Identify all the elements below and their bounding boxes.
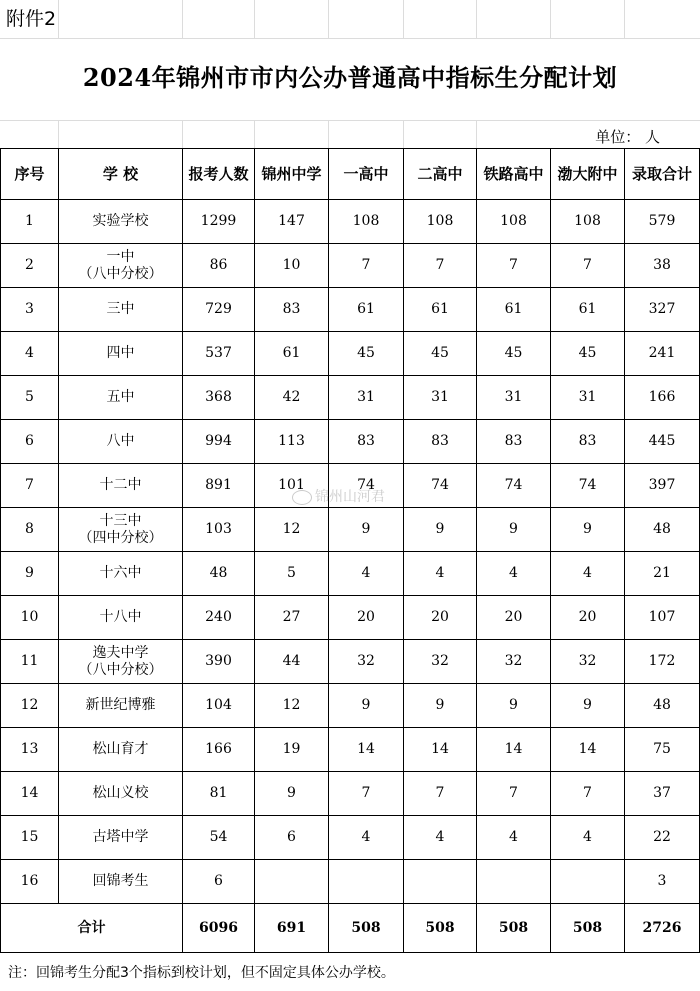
school-name-main: 松山义校	[92, 785, 149, 801]
watermark-text: 锦州山河君	[315, 489, 385, 505]
table-body	[1, 200, 700, 904]
yi-cell: 7	[329, 772, 404, 816]
school-name	[59, 640, 183, 684]
table-row	[1, 420, 700, 464]
boda-cell: 20	[551, 596, 625, 640]
totals-er: 508	[404, 904, 477, 953]
table-row	[1, 376, 700, 420]
totals-applicants: 6096	[183, 904, 255, 953]
yi-cell: 9	[329, 684, 404, 728]
applicants-cell: 891	[183, 464, 255, 508]
school-name-main: 十三中	[99, 512, 142, 529]
table-row	[1, 200, 700, 244]
er-cell: 9	[404, 508, 477, 552]
boda-cell	[551, 860, 625, 904]
school-name-main: 实验学校	[92, 213, 149, 229]
tielu-cell: 61	[477, 288, 551, 332]
jinzhou-cell: 5	[255, 552, 329, 596]
yi-cell: 7	[329, 244, 404, 288]
school-name-main: 十六中	[99, 565, 142, 581]
page-title: 2024年锦州市市内公办普通高中指标生分配计划	[82, 63, 618, 92]
applicants-cell: 368	[183, 376, 255, 420]
total-cell: 397	[625, 464, 700, 508]
tielu-cell: 9	[477, 684, 551, 728]
tielu-cell: 4	[477, 552, 551, 596]
column-header: 二高中	[404, 149, 477, 200]
yi-cell: 4	[329, 816, 404, 860]
boda-cell: 74	[551, 464, 625, 508]
tielu-cell: 83	[477, 420, 551, 464]
school-name-sub: （八中分校）	[78, 661, 163, 678]
yi-cell: 108	[329, 200, 404, 244]
er-cell: 20	[404, 596, 477, 640]
tielu-cell: 108	[477, 200, 551, 244]
watermark	[292, 486, 385, 506]
total-cell: 38	[625, 244, 700, 288]
yi-cell: 83	[329, 420, 404, 464]
table-row	[1, 860, 700, 904]
er-cell: 31	[404, 376, 477, 420]
school-name-main: 四中	[106, 345, 135, 361]
school-name	[59, 288, 183, 332]
table-row	[1, 816, 700, 860]
row-number: 3	[1, 288, 59, 332]
totals-label: 合计	[1, 904, 183, 953]
school-name-main: 五中	[106, 389, 135, 405]
weibo-icon	[292, 490, 312, 505]
yi-cell: 14	[329, 728, 404, 772]
boda-cell: 9	[551, 508, 625, 552]
er-cell: 45	[404, 332, 477, 376]
school-name-main: 松山育才	[92, 741, 149, 757]
row-number: 15	[1, 816, 59, 860]
er-cell: 14	[404, 728, 477, 772]
school-name	[59, 860, 183, 904]
tielu-cell: 9	[477, 508, 551, 552]
jinzhou-cell: 12	[255, 684, 329, 728]
row-number: 9	[1, 552, 59, 596]
applicants-cell: 994	[183, 420, 255, 464]
jinzhou-cell: 44	[255, 640, 329, 684]
school-name-main: 古塔中学	[92, 829, 149, 845]
jinzhou-cell: 42	[255, 376, 329, 420]
allocation-table	[0, 148, 700, 953]
school-name	[59, 684, 183, 728]
total-cell: 37	[625, 772, 700, 816]
school-name	[59, 200, 183, 244]
applicants-cell: 1299	[183, 200, 255, 244]
boda-cell: 4	[551, 816, 625, 860]
column-header: 一高中	[329, 149, 404, 200]
yi-cell: 74	[329, 464, 404, 508]
table-header-row	[1, 149, 700, 200]
column-header: 渤大附中	[551, 149, 625, 200]
applicants-cell: 729	[183, 288, 255, 332]
applicants-cell: 390	[183, 640, 255, 684]
school-name-main: 新世纪博雅	[85, 697, 156, 713]
er-cell: 9	[404, 684, 477, 728]
unit-label: 单位： 人	[595, 128, 660, 146]
column-header: 铁路高中	[477, 149, 551, 200]
table-row	[1, 772, 700, 816]
school-name	[59, 728, 183, 772]
totals-tielu: 508	[477, 904, 551, 953]
totals-total: 2726	[625, 904, 700, 953]
footnote: 注：回锦考生分配3个指标到校计划，但不固定具体公办学校。	[8, 965, 395, 981]
school-name-sub: （八中分校）	[78, 265, 163, 282]
table-row	[1, 640, 700, 684]
jinzhou-cell: 9	[255, 772, 329, 816]
applicants-cell: 86	[183, 244, 255, 288]
table-row	[1, 596, 700, 640]
total-cell: 48	[625, 508, 700, 552]
school-name-main: 十八中	[99, 609, 142, 625]
total-cell: 445	[625, 420, 700, 464]
row-number: 8	[1, 508, 59, 552]
column-header: 学 校	[59, 149, 183, 200]
yi-cell: 4	[329, 552, 404, 596]
school-name-main: 一中	[106, 248, 135, 265]
school-name	[59, 552, 183, 596]
row-number: 16	[1, 860, 59, 904]
table-row	[1, 244, 700, 288]
jinzhou-cell: 27	[255, 596, 329, 640]
er-cell: 32	[404, 640, 477, 684]
table-row	[1, 728, 700, 772]
er-cell: 108	[404, 200, 477, 244]
tielu-cell: 20	[477, 596, 551, 640]
school-name	[59, 244, 183, 288]
row-number: 10	[1, 596, 59, 640]
er-cell: 4	[404, 816, 477, 860]
yi-cell: 31	[329, 376, 404, 420]
boda-cell: 31	[551, 376, 625, 420]
row-number: 7	[1, 464, 59, 508]
column-header: 序号	[1, 149, 59, 200]
jinzhou-cell: 12	[255, 508, 329, 552]
boda-cell: 14	[551, 728, 625, 772]
yi-cell: 45	[329, 332, 404, 376]
total-cell: 327	[625, 288, 700, 332]
tielu-cell: 7	[477, 772, 551, 816]
school-name	[59, 508, 183, 552]
jinzhou-cell	[255, 860, 329, 904]
tielu-cell: 45	[477, 332, 551, 376]
table-row	[1, 508, 700, 552]
row-number: 13	[1, 728, 59, 772]
totals-yi: 508	[329, 904, 404, 953]
totals-row	[1, 904, 700, 953]
total-cell: 21	[625, 552, 700, 596]
yi-cell: 32	[329, 640, 404, 684]
boda-cell: 45	[551, 332, 625, 376]
yi-cell: 9	[329, 508, 404, 552]
applicants-cell: 104	[183, 684, 255, 728]
tielu-cell	[477, 860, 551, 904]
row-number: 5	[1, 376, 59, 420]
yi-cell: 61	[329, 288, 404, 332]
yi-cell	[329, 860, 404, 904]
school-name-main: 逸夫中学	[92, 644, 149, 661]
boda-cell: 108	[551, 200, 625, 244]
jinzhou-cell: 19	[255, 728, 329, 772]
school-name	[59, 596, 183, 640]
totals-jinzhou: 691	[255, 904, 329, 953]
boda-cell: 83	[551, 420, 625, 464]
er-cell	[404, 860, 477, 904]
applicants-cell: 537	[183, 332, 255, 376]
boda-cell: 61	[551, 288, 625, 332]
jinzhou-cell: 113	[255, 420, 329, 464]
tielu-cell: 31	[477, 376, 551, 420]
table-row	[1, 332, 700, 376]
school-name	[59, 420, 183, 464]
total-cell: 166	[625, 376, 700, 420]
school-name	[59, 332, 183, 376]
er-cell: 7	[404, 772, 477, 816]
jinzhou-cell: 61	[255, 332, 329, 376]
er-cell: 74	[404, 464, 477, 508]
total-cell: 172	[625, 640, 700, 684]
total-cell: 241	[625, 332, 700, 376]
row-number: 4	[1, 332, 59, 376]
total-cell: 22	[625, 816, 700, 860]
applicants-cell: 81	[183, 772, 255, 816]
row-number: 12	[1, 684, 59, 728]
school-name-sub: （四中分校）	[78, 529, 163, 546]
applicants-cell: 6	[183, 860, 255, 904]
total-cell: 48	[625, 684, 700, 728]
school-name-main: 十二中	[99, 477, 142, 493]
applicants-cell: 166	[183, 728, 255, 772]
school-name-main: 回锦考生	[92, 873, 149, 889]
tielu-cell: 4	[477, 816, 551, 860]
er-cell: 61	[404, 288, 477, 332]
table-row	[1, 552, 700, 596]
column-header: 报考人数	[183, 149, 255, 200]
school-name-main: 三中	[106, 301, 135, 317]
applicants-cell: 54	[183, 816, 255, 860]
tielu-cell: 32	[477, 640, 551, 684]
table-row	[1, 684, 700, 728]
total-cell: 75	[625, 728, 700, 772]
boda-cell: 9	[551, 684, 625, 728]
yi-cell: 20	[329, 596, 404, 640]
row-number: 2	[1, 244, 59, 288]
school-name-main: 八中	[106, 433, 135, 449]
row-number: 6	[1, 420, 59, 464]
jinzhou-cell: 147	[255, 200, 329, 244]
school-name	[59, 376, 183, 420]
jinzhou-cell: 6	[255, 816, 329, 860]
tielu-cell: 7	[477, 244, 551, 288]
total-cell: 107	[625, 596, 700, 640]
boda-cell: 7	[551, 772, 625, 816]
attachment-label: 附件2	[6, 8, 57, 30]
column-header: 锦州中学	[255, 149, 329, 200]
jinzhou-cell: 83	[255, 288, 329, 332]
jinzhou-cell: 10	[255, 244, 329, 288]
er-cell: 83	[404, 420, 477, 464]
column-header: 录取合计	[625, 149, 700, 200]
row-number: 11	[1, 640, 59, 684]
applicants-cell: 103	[183, 508, 255, 552]
tielu-cell: 74	[477, 464, 551, 508]
boda-cell: 32	[551, 640, 625, 684]
er-cell: 7	[404, 244, 477, 288]
totals-boda: 508	[551, 904, 625, 953]
total-cell: 579	[625, 200, 700, 244]
jinzhou-cell: 101	[255, 464, 329, 508]
row-number: 1	[1, 200, 59, 244]
applicants-cell: 48	[183, 552, 255, 596]
applicants-cell: 240	[183, 596, 255, 640]
er-cell: 4	[404, 552, 477, 596]
total-cell: 3	[625, 860, 700, 904]
tielu-cell: 14	[477, 728, 551, 772]
school-name	[59, 816, 183, 860]
row-number: 14	[1, 772, 59, 816]
table-row	[1, 288, 700, 332]
boda-cell: 7	[551, 244, 625, 288]
school-name	[59, 772, 183, 816]
boda-cell: 4	[551, 552, 625, 596]
school-name	[59, 464, 183, 508]
